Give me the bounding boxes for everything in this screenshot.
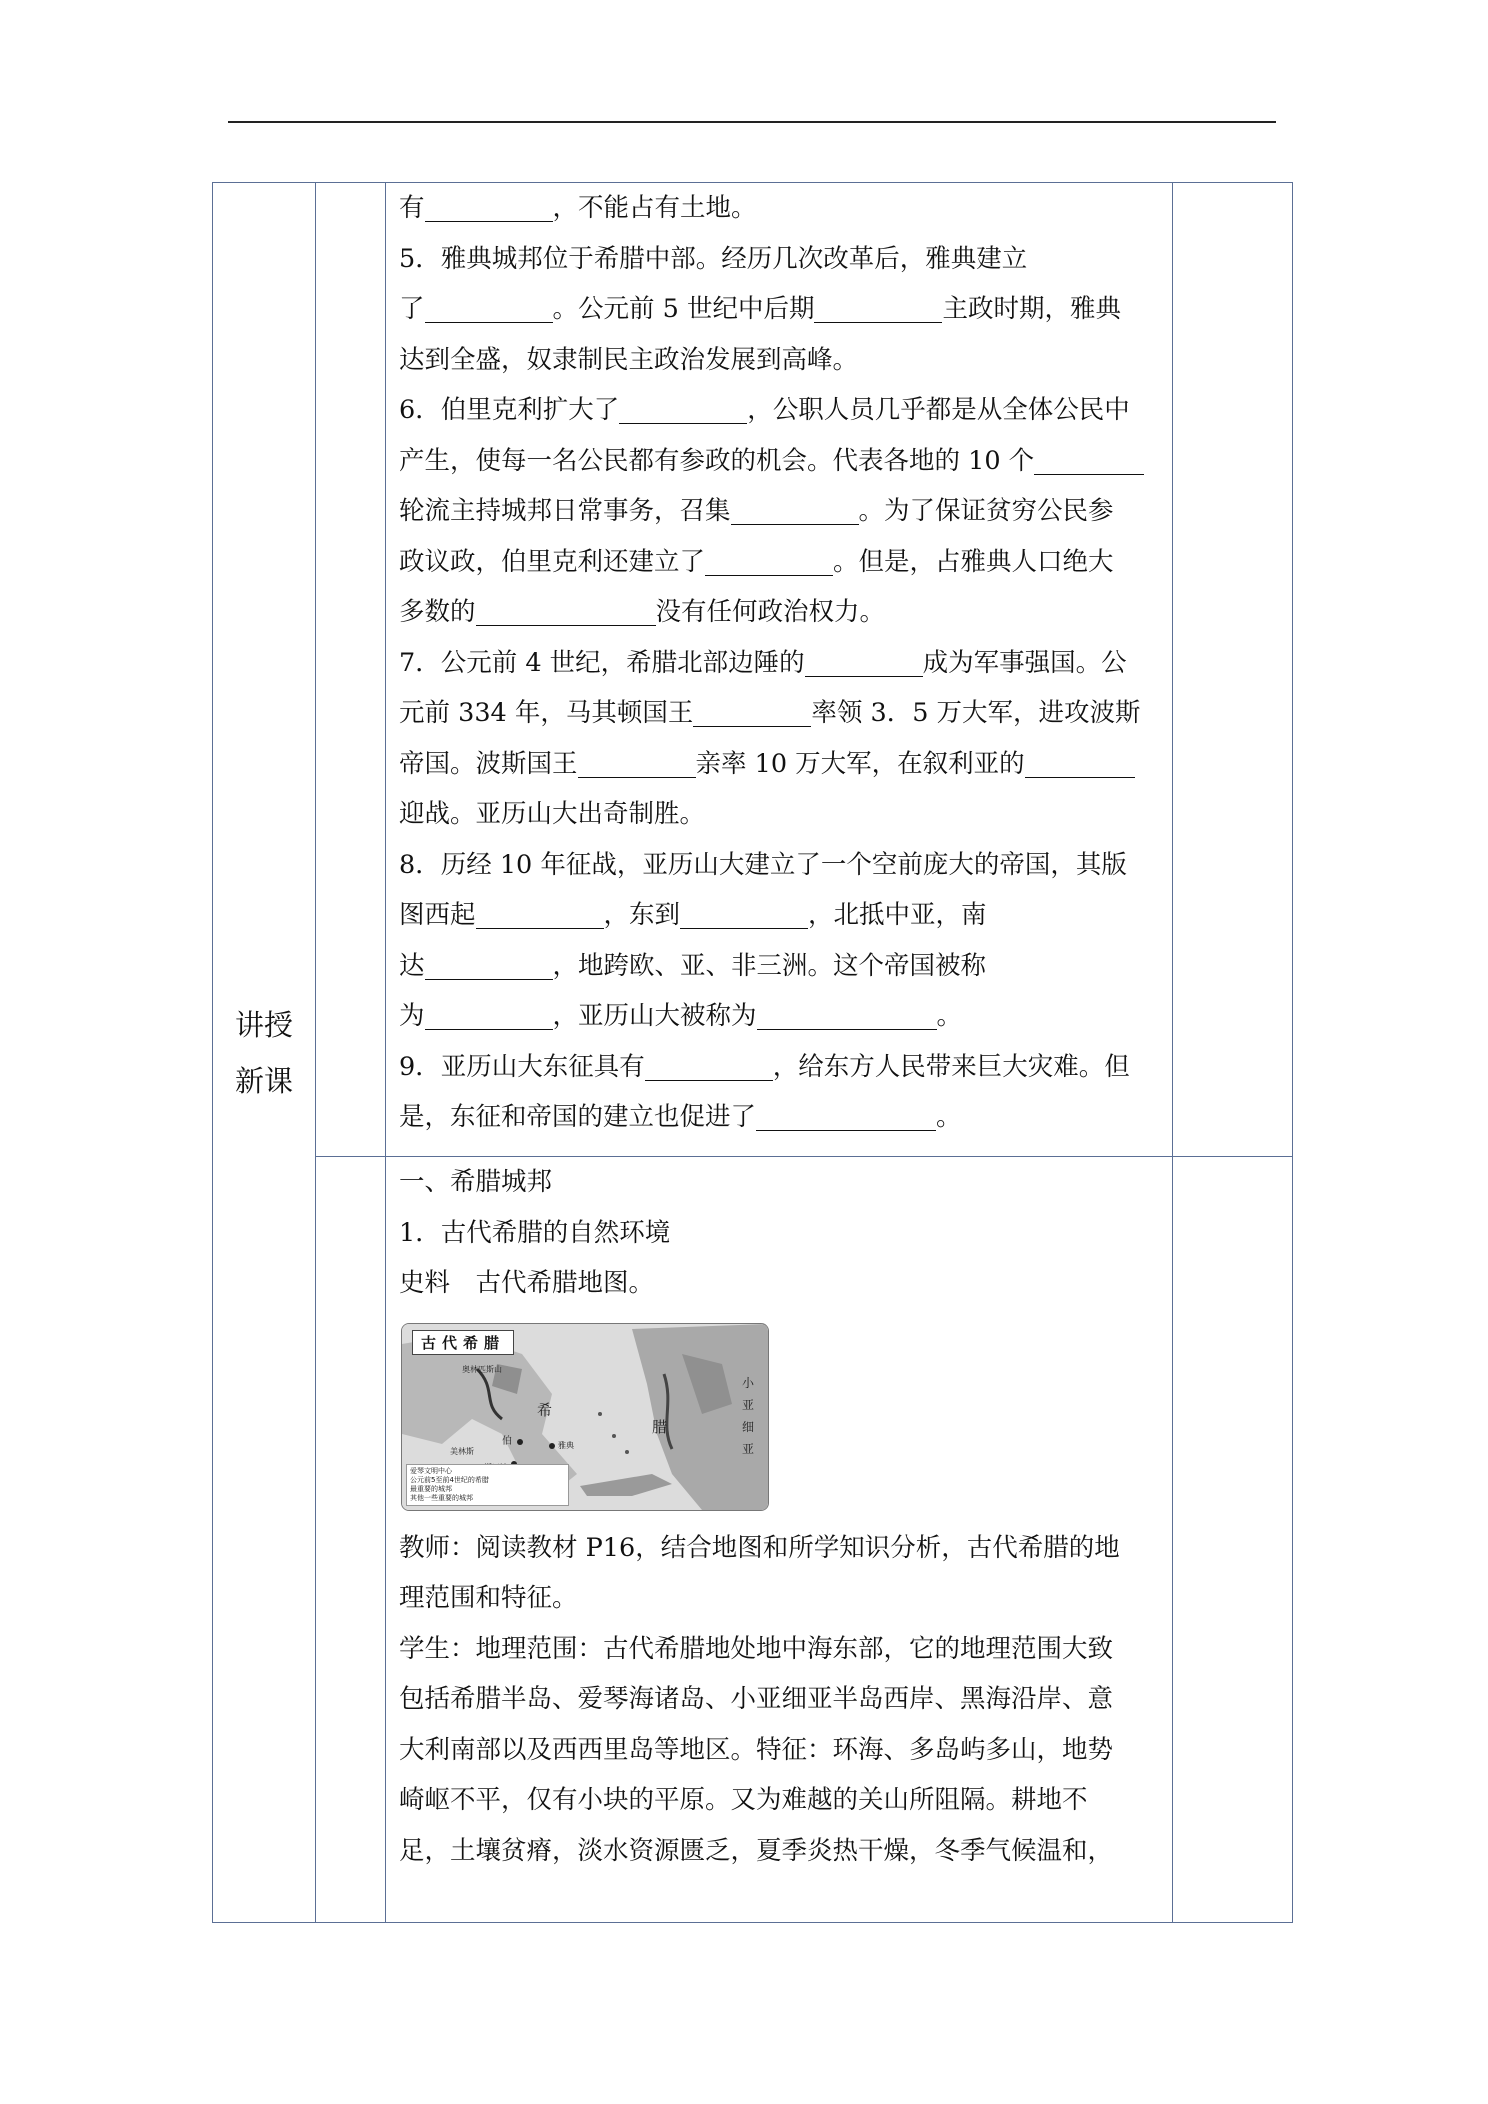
- map-label: 美林斯: [450, 1446, 474, 1456]
- stage-label-line-2: 新课: [234, 1063, 293, 1098]
- fill-blank[interactable]: [693, 696, 811, 727]
- exercise-line: 为 ，亚历山大被称为 。: [399, 1001, 963, 1031]
- lesson-table: [212, 182, 1293, 1923]
- fill-blank[interactable]: [425, 191, 553, 222]
- fill-blank[interactable]: [1025, 747, 1135, 778]
- fill-blank[interactable]: [578, 747, 696, 778]
- fill-blank[interactable]: [805, 646, 923, 677]
- map-label: 希: [537, 1400, 553, 1419]
- exercise-line: 政议政，伯里克利还建立了 。但是，占雅典人口绝大: [399, 546, 1114, 577]
- source-caption: 史料 古代希腊地图。: [399, 1268, 655, 1298]
- exercise-line: 了 。公元前 5 世纪中后期 主政时期，雅典: [399, 294, 1121, 324]
- exercise-cell: [386, 183, 1173, 1157]
- map-label: 腊: [652, 1417, 668, 1436]
- exercise-line: 5．雅典城邦位于希腊中部。经历几次改革后，雅典建立: [399, 243, 1028, 274]
- map-legend: 爱琴文明中心 公元前5至前4世纪的希腊 最重要的城邦 其他一些重要的城邦: [406, 1464, 569, 1506]
- fill-blank[interactable]: [756, 1100, 936, 1131]
- fill-blank[interactable]: [645, 1050, 773, 1081]
- exercise-line: 迎战。亚历山大出奇制胜。: [399, 799, 706, 829]
- fill-blank[interactable]: [476, 898, 604, 929]
- exercise-line: 是，东征和帝国的建立也促进了 。: [399, 1102, 962, 1132]
- fill-blank[interactable]: [757, 999, 937, 1030]
- notes-cell: [1173, 183, 1293, 1157]
- empty-cell: [316, 1157, 386, 1923]
- stage-cell: [213, 183, 316, 1923]
- fill-blank[interactable]: [1034, 444, 1144, 475]
- exercise-line: 元前 334 年，马其顿国王 率领 3．5 万大军，进攻波斯: [399, 698, 1141, 728]
- fill-blank[interactable]: [705, 545, 833, 576]
- map-label: 小: [742, 1375, 755, 1390]
- exercise-line: 产生，使每一名公民都有参政的机会。代表各地的 10 个: [399, 436, 1162, 487]
- exercise-line: 轮流主持城邦日常事务，召集 。为了保证贫穷公民参: [399, 496, 1114, 526]
- map-label: 伯: [502, 1435, 512, 1447]
- header-rule: [228, 121, 1276, 123]
- fill-blank[interactable]: [476, 595, 656, 626]
- fill-blank[interactable]: [425, 949, 553, 980]
- exercise-line: 图西起 ，东到 ，北抵中亚，南: [399, 900, 987, 930]
- ancient-greece-map: [401, 1323, 769, 1511]
- fill-blank[interactable]: [680, 898, 808, 929]
- stage-label-line-1: 讲授: [234, 1007, 293, 1042]
- lesson-text-line: 学生：地理范围：古代希腊地处地中海东部，它的地理范围大致: [399, 1633, 1114, 1664]
- fill-blank[interactable]: [619, 393, 747, 424]
- lesson-text-line: 大利南部以及西西里岛等地区。特征：环海、多岛屿多山，地势: [399, 1734, 1114, 1765]
- lesson-text-line: 崎岖不平，仅有小块的平原。又为难越的关山所阻隔。耕地不: [399, 1785, 1088, 1815]
- map-title: 古代希腊: [412, 1330, 514, 1355]
- fill-blank[interactable]: [814, 292, 942, 323]
- map-label: 细: [742, 1419, 755, 1434]
- section-heading: 一、希腊城邦: [399, 1167, 553, 1197]
- fill-blank[interactable]: [425, 292, 553, 323]
- notes-cell: [1173, 1157, 1293, 1923]
- exercise-line: 多数的 没有任何政治权力。: [399, 597, 886, 627]
- lesson-text-line: 包括希腊半岛、爱琴海诸岛、小亚细亚半岛西岸、黑海沿岸、意: [399, 1684, 1114, 1714]
- exercise-line: 6．伯里克利扩大了 ，公职人员几乎都是从全体公民中: [399, 395, 1130, 425]
- exercise-line: 7．公元前 4 世纪，希腊北部边陲的 成为军事强国。公: [399, 647, 1127, 678]
- fill-blank[interactable]: [731, 494, 859, 525]
- exercise-line: 达 ，地跨欧、亚、非三洲。这个帝国被称: [399, 950, 987, 981]
- map-label: 奥林匹斯山: [462, 1364, 502, 1374]
- subsection-heading: 1．古代希腊的自然环境: [399, 1217, 671, 1248]
- fill-blank[interactable]: [425, 999, 553, 1030]
- lesson-text-line: 足，土壤贫瘠，淡水资源匮乏，夏季炎热干燥，冬季气候温和，: [399, 1835, 1114, 1866]
- exercise-line: 有 ，不能占有土地。: [399, 193, 757, 223]
- exercise-line: 9．亚历山大东征具有 ，给东方人民带来巨大灾难。但: [399, 1051, 1130, 1082]
- map-label: 雅典: [558, 1440, 574, 1450]
- empty-cell: [316, 183, 386, 1157]
- exercise-line: 8．历经 10 年征战，亚历山大建立了一个空前庞大的帝国，其版: [399, 849, 1127, 880]
- map-label: 亚: [742, 1397, 755, 1412]
- exercise-line: 达到全盛，奴隶制民主政治发展到高峰。: [399, 344, 859, 375]
- lesson-cell: [386, 1157, 1173, 1923]
- lesson-text-line: 理范围和特征。: [399, 1583, 578, 1613]
- exercise-line: 帝国。波斯国王 亲率 10 万大军，在叙利亚的: [399, 739, 1162, 790]
- lesson-text-line: 教师：阅读教材 P16，结合地图和所学知识分析，古代希腊的地: [399, 1532, 1120, 1563]
- map-label: 亚: [742, 1441, 755, 1456]
